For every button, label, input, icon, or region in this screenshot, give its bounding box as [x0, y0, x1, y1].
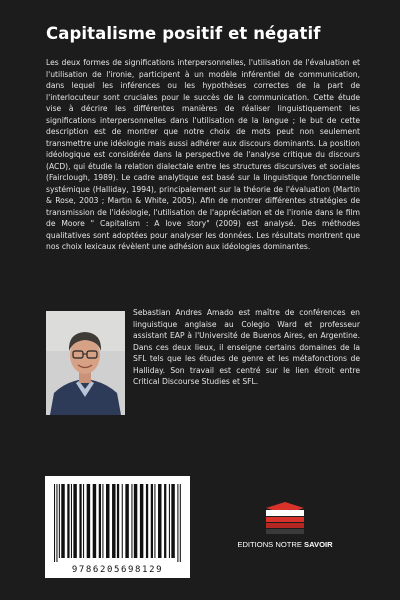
publisher-block	[232, 500, 338, 560]
barcode-bar	[164, 484, 166, 558]
barcode-bar	[93, 484, 96, 558]
barcode-bar	[106, 484, 109, 558]
publisher-name-prefix: EDITIONS NOTRE	[237, 540, 305, 549]
barcode-bar	[140, 484, 143, 558]
barcode-bar	[180, 484, 181, 562]
isbn-barcode	[45, 476, 190, 578]
barcode-bar	[73, 484, 76, 558]
barcode-bar	[71, 484, 72, 558]
barcode-bar	[134, 484, 137, 558]
barcode-bar	[99, 484, 101, 558]
barcode-bar	[177, 484, 178, 562]
barcode-bar	[169, 484, 170, 558]
barcode-bar	[61, 484, 64, 558]
stacked-books-logo-icon	[262, 500, 308, 536]
barcode-bar	[122, 484, 123, 558]
author-bio: Sebastian Andres Amado est maître de conférences en linguistique anglaise au Colegio Ward et professeur assistant EAP à l'Université de Buenos Aires, en Argentine. Dans ces deux lieux, il enseigne certains domaines de la SFL tels que les études de genre et les métafonctions de Halliday. Son travail est centré sur le lien étroit entre Critical Discourse Studies et SFL.	[133, 308, 360, 386]
author-portrait-icon	[46, 311, 125, 415]
barcode-bar	[158, 484, 161, 558]
barcode-bar	[79, 484, 81, 558]
barcode-bar	[112, 484, 115, 558]
barcode-bar	[117, 484, 119, 558]
barcode-bar	[146, 484, 148, 558]
barcode-bar	[56, 484, 57, 562]
book-title: Capitalisme positif et négatif	[46, 24, 321, 43]
barcode-bar	[154, 484, 155, 558]
publisher-name	[232, 540, 338, 549]
barcode-bar	[87, 484, 90, 558]
barcode-bar	[54, 484, 55, 562]
barcode-bars	[45, 476, 190, 566]
barcode-bar	[151, 484, 153, 558]
book-abstract: Les deux formes de significations interpersonnelles, l'utilisation de l'évaluation et l'utilisation de l'ironie, participent à un modèle inférentiel de communication, dans lequel les inférences ou les hypothèses correctes de la part de l'interlocuteur sont cruciales pour le succès de la communication. Cette étude vise à décrire les différentes manières de réaliser linguistiquement les significations interpersonnelles dans l'utilisation de la langue ; le but de cette description est de montrer que notre choix de mots peut non seulement transmettre une idéologie mais aussi adhérer aux discours dominants. La position idéologique est considérée dans la perspective de l'analyse critique du discours (ACD), qui étudie la relation dialectale entre les structures discursives et sociales (Fairclough, 1989). Le cadre analytique est basé sur la linguistique fonctionnelle systémique (Halliday, 1994), principalement sur la théorie de l'évaluation (Martin & Rose, 2003 ; Martin & White, 2005). Afin de montrer différentes stratégies de transmission de l'idéologie, l'utilisation de l'appréciation et de l'ironie dans le film de Moore " Capitalism : A love story" (2009) est analysé. Des méthodes qualitatives sont adoptées pour analyser les données. Les résultats montrent que nos choix lexicaux révèlent une adhésion aux idéologies dominantes.	[46, 58, 360, 251]
barcode-bar	[102, 484, 103, 558]
barcode-bar	[67, 484, 69, 558]
barcode-bar	[131, 484, 132, 558]
barcode-bar	[125, 484, 128, 558]
barcode-bar	[83, 484, 84, 558]
barcode-bar	[59, 484, 60, 558]
publisher-name-bold: SAVOIR	[304, 540, 333, 549]
isbn-number: 9786205698129	[71, 565, 164, 575]
barcode-bar	[171, 484, 174, 558]
author-photo	[46, 311, 125, 415]
